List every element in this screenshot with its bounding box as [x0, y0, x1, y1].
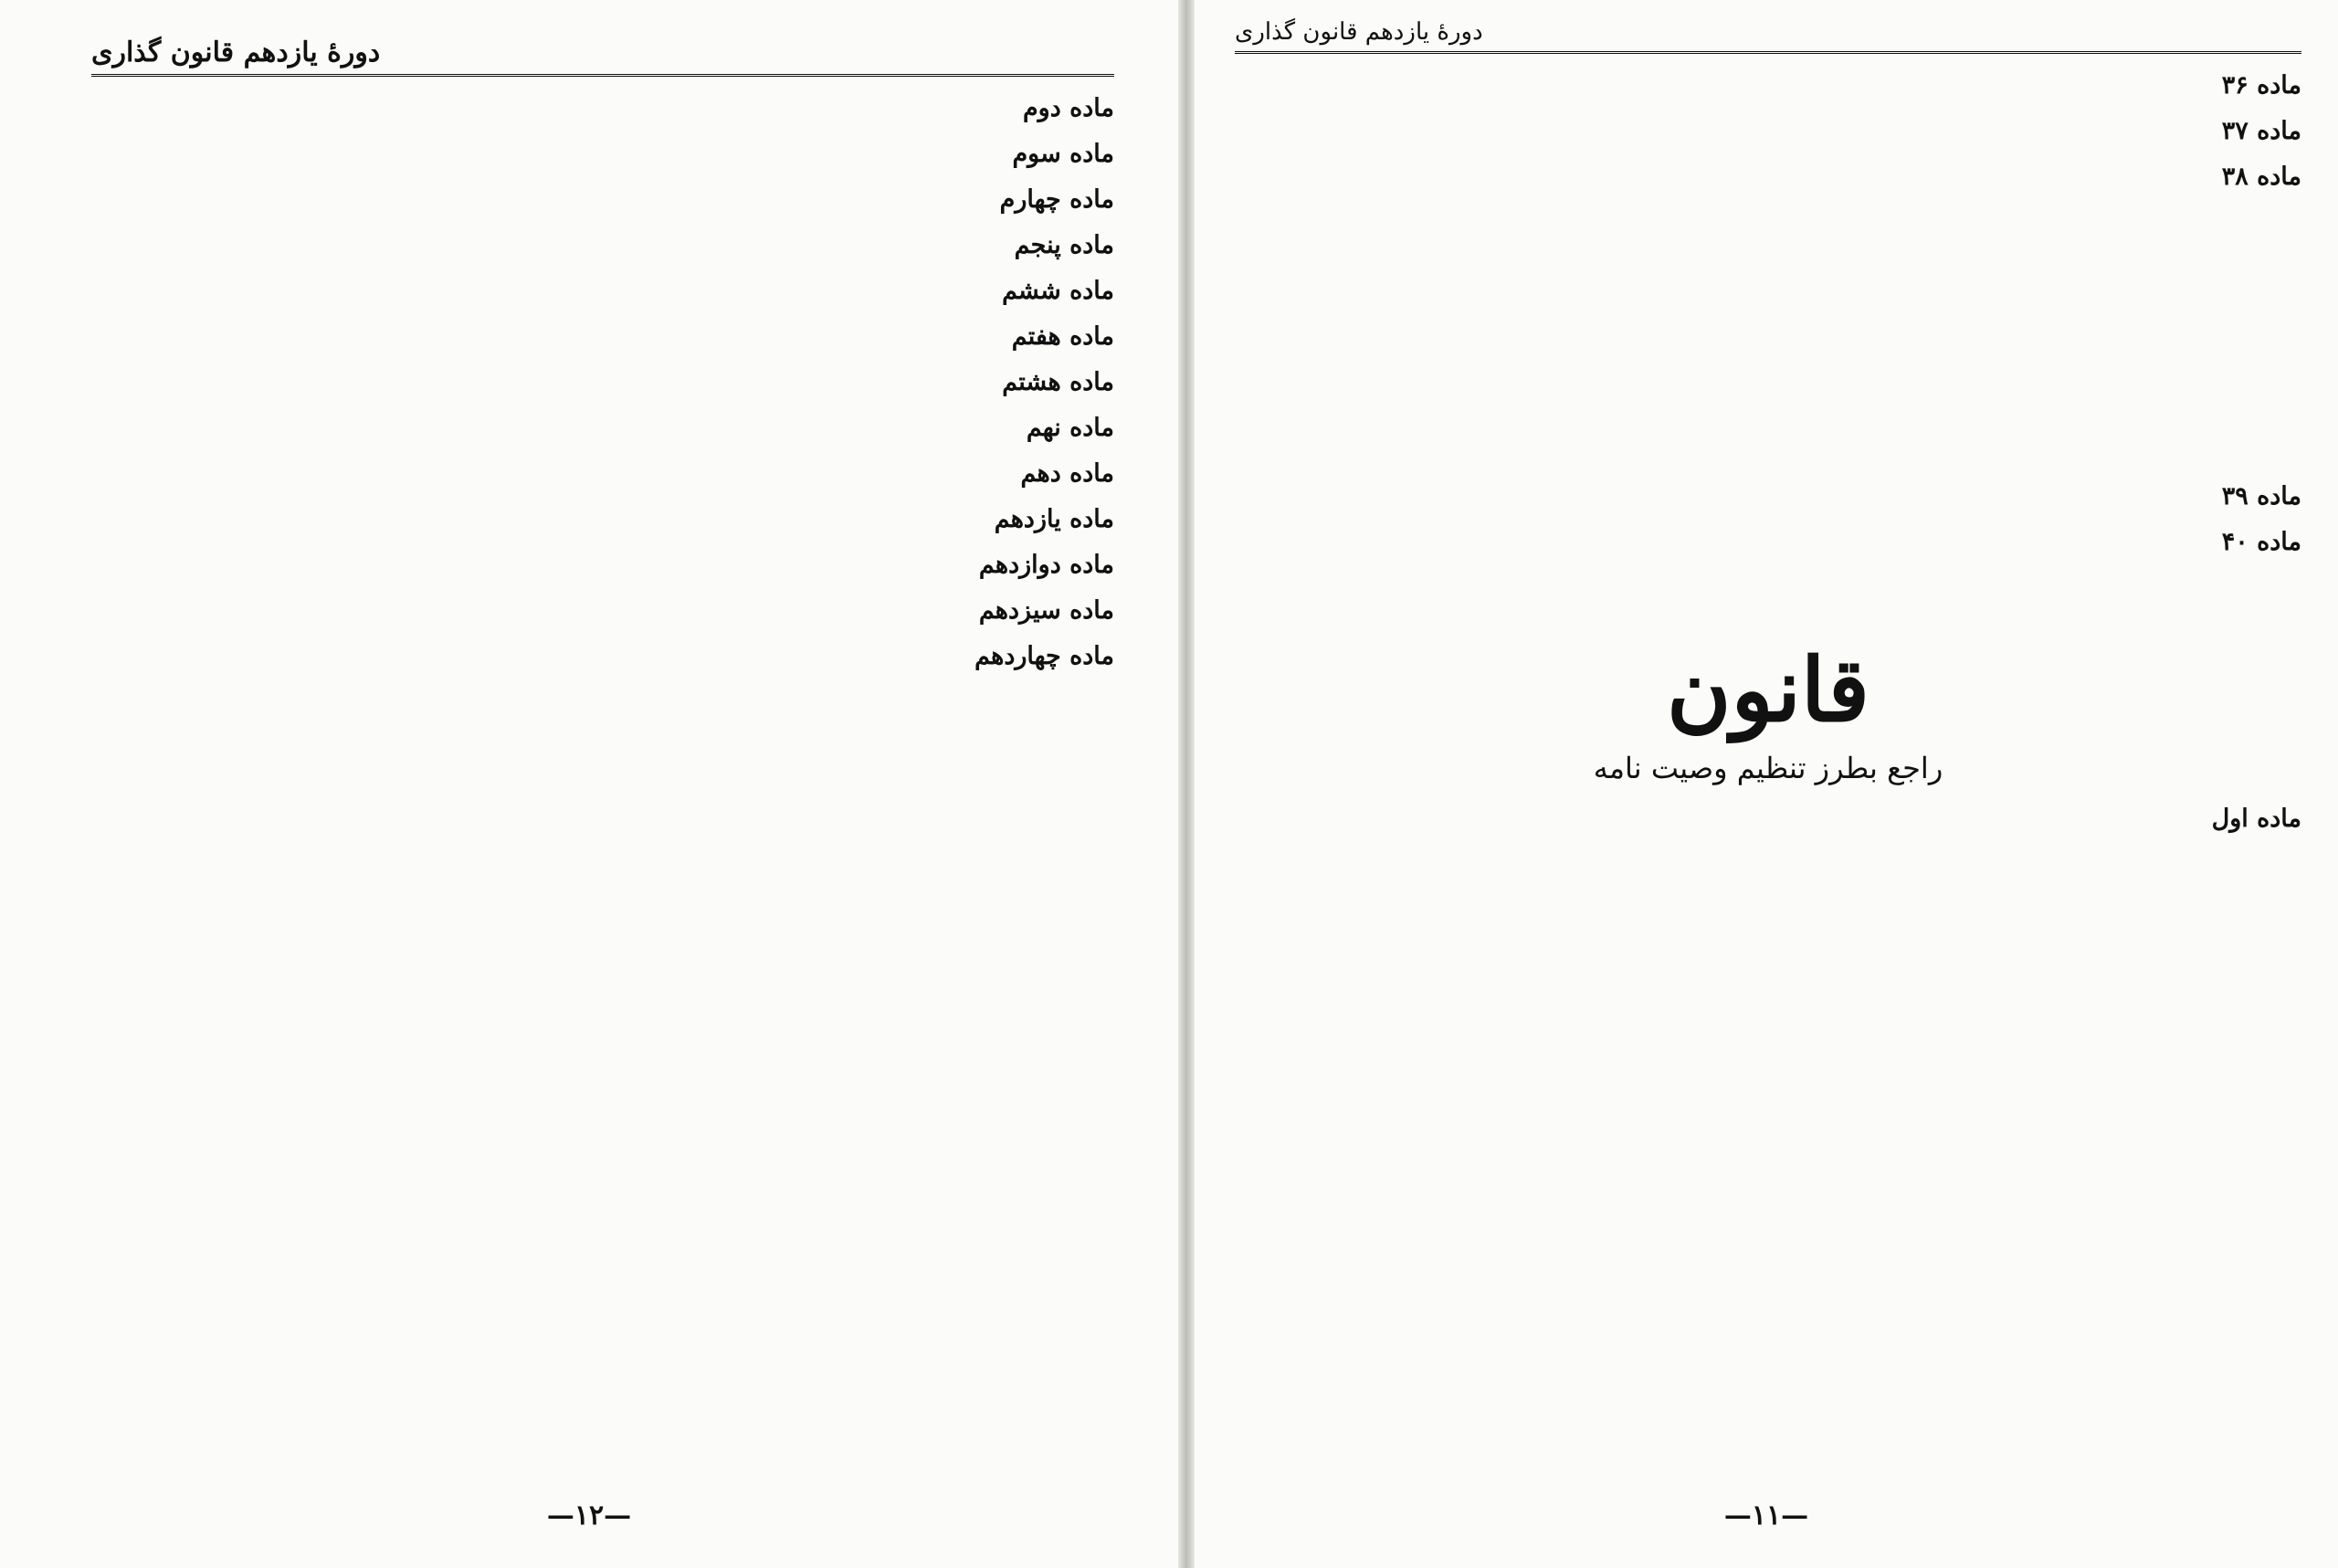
article-paragraph	[91, 268, 1114, 314]
article-label: ماده هشتم	[1002, 368, 1114, 396]
article-paragraph	[91, 405, 1114, 451]
article-paragraph	[1235, 565, 2301, 611]
article-label: ماده ۴۰	[2221, 528, 2301, 556]
article-paragraph	[91, 542, 1114, 588]
article-paragraph	[1235, 109, 2301, 154]
article-label: ماده هفتم	[1011, 322, 1114, 351]
page-number: —۱۲—	[546, 1500, 632, 1531]
article-label: ماده ۳۹	[2221, 482, 2301, 510]
running-head: دورهٔ یازدهم قانون گذاری	[91, 37, 1114, 77]
article-paragraph	[91, 451, 1114, 497]
law-subtitle: راجع بطرز تنظیم وصیت نامه	[1593, 751, 1943, 785]
article-label: ماده دوم	[1022, 94, 1114, 122]
article-paragraph	[91, 360, 1114, 405]
article-paragraph	[1235, 796, 2301, 842]
article-label: ماده پنجم	[1014, 231, 1114, 259]
article-paragraph	[1235, 200, 2301, 246]
article-label: ماده چهاردهم	[974, 642, 1114, 670]
article-paragraph	[1235, 154, 2301, 200]
article-label: ماده سوم	[1012, 140, 1114, 168]
article-paragraph	[91, 634, 1114, 679]
article-paragraph	[1235, 337, 2301, 383]
article-paragraph	[91, 588, 1114, 634]
article-paragraph	[1235, 474, 2301, 520]
article-paragraph	[91, 497, 1114, 542]
page-number: —۱۱—	[1723, 1500, 1809, 1531]
article-label: ماده ۳۷	[2221, 117, 2301, 145]
article-paragraph	[1235, 291, 2301, 337]
article-paragraph	[1235, 246, 2301, 291]
article-label: ماده ششم	[1002, 277, 1114, 305]
article-label: ماده ۳۶	[2221, 71, 2301, 100]
article-paragraph	[91, 132, 1114, 177]
article-label: ماده اول	[2211, 805, 2301, 833]
article-paragraph	[91, 86, 1114, 132]
article-label: ماده سیزدهم	[978, 596, 1114, 625]
article-list	[1235, 63, 2301, 611]
article-list	[91, 86, 1114, 679]
article-paragraph	[91, 223, 1114, 268]
book-gutter	[1178, 0, 1195, 1568]
law-title: قانون	[1667, 638, 1869, 742]
running-head: دورهٔ یازدهم قانون گذاری	[1235, 18, 2301, 54]
article-paragraph	[91, 314, 1114, 360]
article-label: ماده نهم	[1026, 414, 1114, 442]
article-label: ماده یازدهم	[994, 505, 1114, 533]
article-paragraph	[1235, 520, 2301, 565]
article-paragraph	[1235, 428, 2301, 474]
article-label: ماده دهم	[1020, 459, 1114, 488]
article-paragraph	[1235, 383, 2301, 428]
article-label: ماده ۳۸	[2221, 163, 2301, 191]
article-paragraph	[1235, 63, 2301, 109]
article-label: ماده چهارم	[999, 185, 1114, 214]
article-label: ماده دوازدهم	[978, 551, 1114, 579]
article-paragraph	[91, 177, 1114, 223]
right-page	[1195, 0, 2338, 1568]
